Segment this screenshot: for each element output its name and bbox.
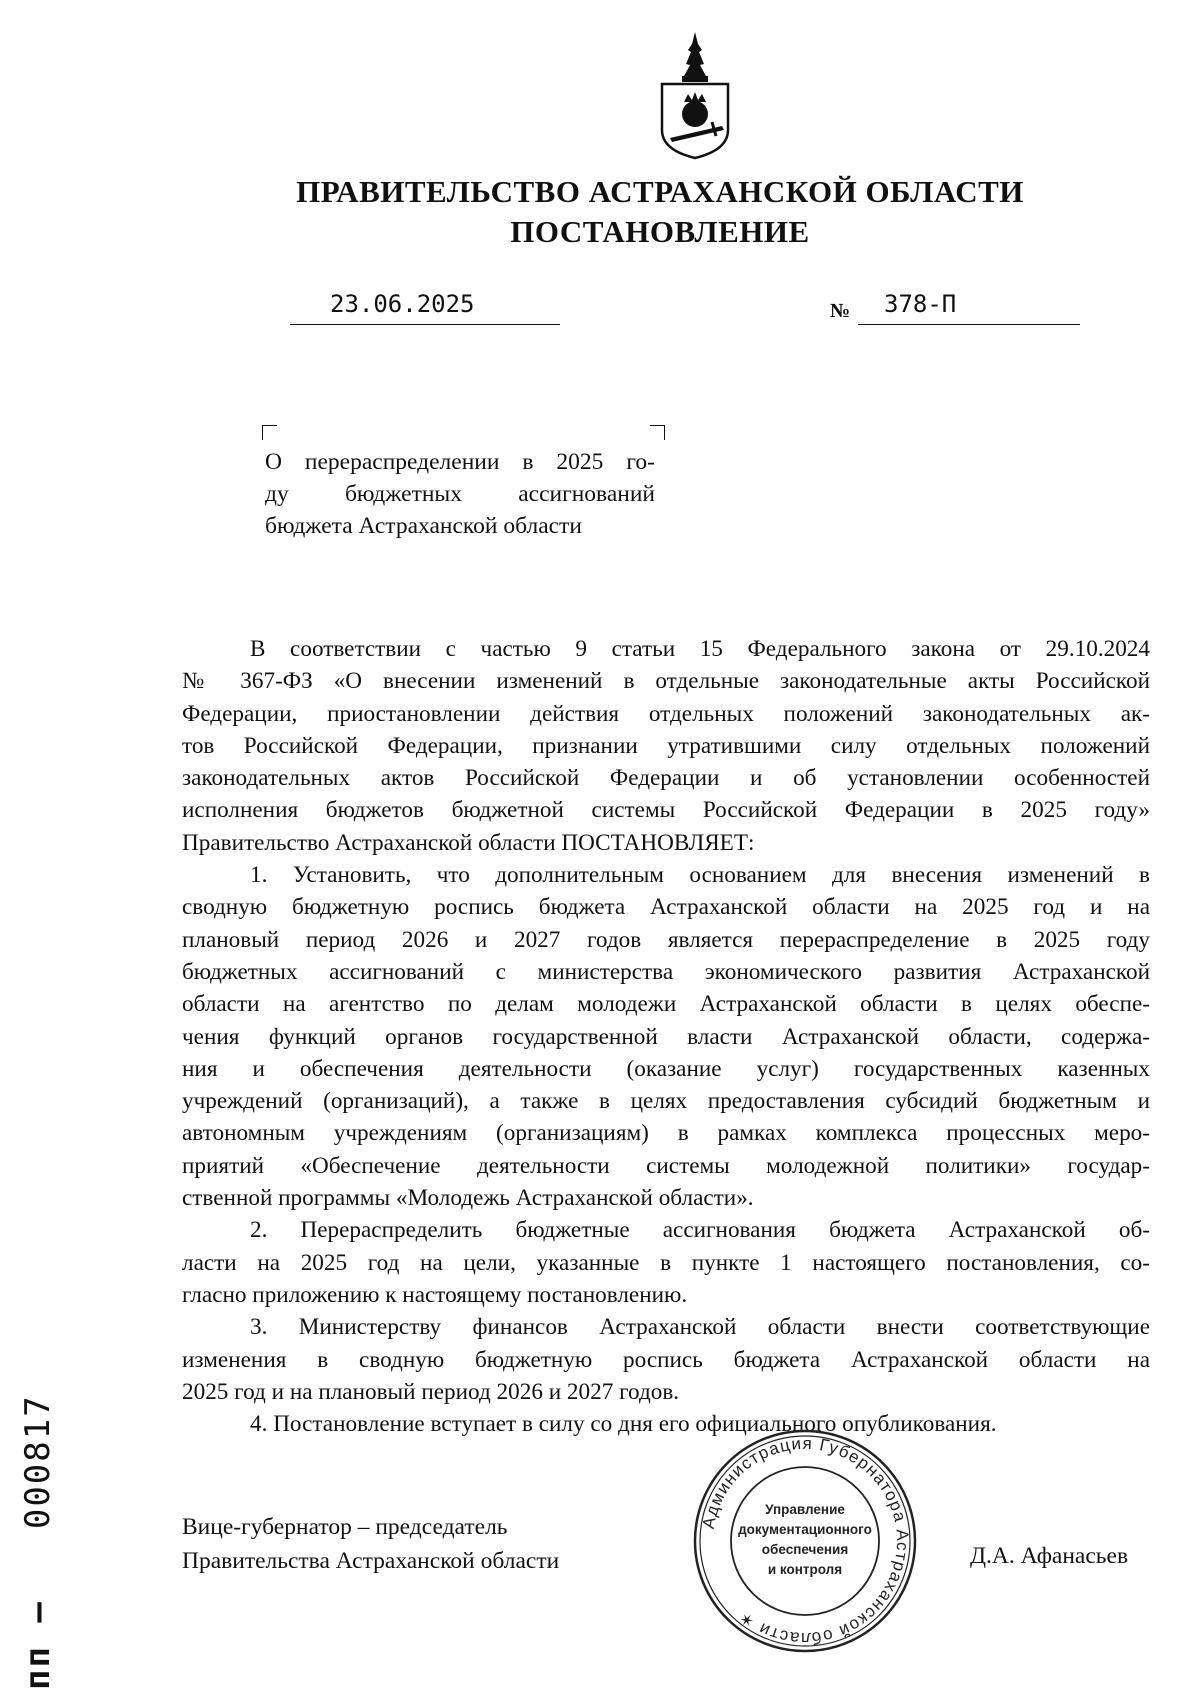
document-date: 23.06.2025 [330, 290, 475, 318]
coat-of-arms-icon [652, 30, 738, 160]
item-3-paragraph [182, 1311, 1150, 1408]
text-line: ственной программы «Молодежь Астраханской области». [182, 1185, 754, 1212]
text-line: 3. Министерству финансов Астраханской области внести соответствующие [250, 1314, 1150, 1341]
text-line: учреждений (организаций), а также в целях предоставления субсидий бюджетным и [182, 1088, 1150, 1115]
text-line: приятий «Обеспечение деятельности системы молодежной политики» государ- [182, 1152, 1150, 1179]
document-type: ПОСТАНОВЛЕНИЕ [510, 214, 810, 249]
text-line: Правительство Астраханской области ПОСТАНОВЛЯЕТ: [182, 829, 755, 856]
text-line: области на агентство по делам молодежи Астраханской области в целях обеспе- [182, 991, 1150, 1018]
subject-line: О перераспределении в 2025 го- [265, 449, 655, 475]
signer-position-line: Вице-губернатор – председатель [182, 1514, 508, 1540]
document-body [182, 633, 1150, 1440]
text-line: № 367-ФЗ «О внесении изменений в отдельные законодательные акты Российской [182, 668, 1150, 695]
official-stamp-icon [690, 1426, 920, 1656]
side-serial-number [18, 1394, 58, 1690]
text-line: тов Российской Федерации, признании утратившими силу отдельных положений [182, 732, 1150, 759]
document-subject [265, 446, 655, 542]
stamp-inner-line: Управление [765, 1502, 845, 1517]
text-line: бюджетных ассигнований с министерства экономического развития Астраханской [182, 958, 1150, 985]
date-field [290, 290, 560, 325]
subject-bracket-right [650, 425, 665, 440]
text-line: изменения в сводную бюджетную роспись бюджета Астраханской области на [182, 1346, 1150, 1373]
text-line: Федерации, приостановлении действия отдельных положений законодательных ак- [182, 700, 1150, 727]
stamp-inner-line: и контроля [767, 1562, 843, 1577]
side-serial-value: 000817 [18, 1394, 58, 1530]
subject-line: бюджета Астраханской области [265, 513, 582, 539]
item-2-paragraph [182, 1214, 1150, 1311]
text-line: сводную бюджетную роспись бюджета Астраханской области на 2025 год и на [182, 894, 1150, 921]
text-line: 2025 год и на плановый период 2026 и 2027 годов. [182, 1378, 680, 1405]
text-line: В соответствии с частью 9 статьи 15 Федерального закона от 29.10.2024 [250, 636, 1150, 662]
text-line: 1. Установить, что дополнительным основанием для внесения изменений в [250, 862, 1150, 889]
text-line: чения функций органов государственной власти Астраханской области, содержа- [182, 1023, 1150, 1050]
subject-line: ду бюджетных ассигнований [265, 481, 655, 507]
preamble-paragraph [182, 633, 1150, 859]
signer-position [182, 1510, 559, 1578]
text-line: исполнения бюджетов бюджетной системы Российской Федерации в 2025 году» [182, 797, 1150, 824]
item-1-paragraph [182, 859, 1150, 1214]
number-field [858, 290, 1080, 325]
side-serial-prefix: пп – [18, 1600, 58, 1690]
signer-name: Д.А. Афанасьев [970, 1543, 1129, 1569]
subject-bracket-left [262, 425, 277, 440]
text-line: гласно приложению к настоящему постановлению. [182, 1281, 688, 1308]
item-4-paragraph [182, 1408, 1150, 1440]
text-line: законодательных актов Российской Федерации и об установлении особенностей [182, 765, 1150, 792]
text-line: 2. Перераспределить бюджетные ассигнования бюджета Астраханской об- [250, 1217, 1150, 1244]
document-number: 378-П [884, 290, 957, 318]
signer-position-line: Правительства Астраханской области [182, 1548, 560, 1574]
number-label: № [830, 300, 851, 322]
text-line: ния и обеспечения деятельности (оказание услуг) государственных казенных [182, 1055, 1150, 1082]
text-line: 4. Постановление вступает в силу со дня его официального опубликования. [250, 1411, 997, 1438]
stamp-inner-line: обеспечения [761, 1542, 849, 1557]
stamp-outer-text: Администрация Губернатора Астраханской области ✶ [698, 1433, 913, 1649]
text-line: плановый период 2026 и 2027 годов является перераспределение в 2025 году [182, 926, 1150, 953]
government-title: ПРАВИТЕЛЬСТВО АСТРАХАНСКОЙ ОБЛАСТИ [296, 174, 1024, 209]
text-line: автономным учреждениям (организациям) в рамках комплекса процессных меро- [182, 1120, 1150, 1147]
stamp-inner-line: документационного [738, 1522, 872, 1537]
text-line: ласти на 2025 год на цели, указанные в пункте 1 настоящего постановления, со- [182, 1249, 1150, 1276]
